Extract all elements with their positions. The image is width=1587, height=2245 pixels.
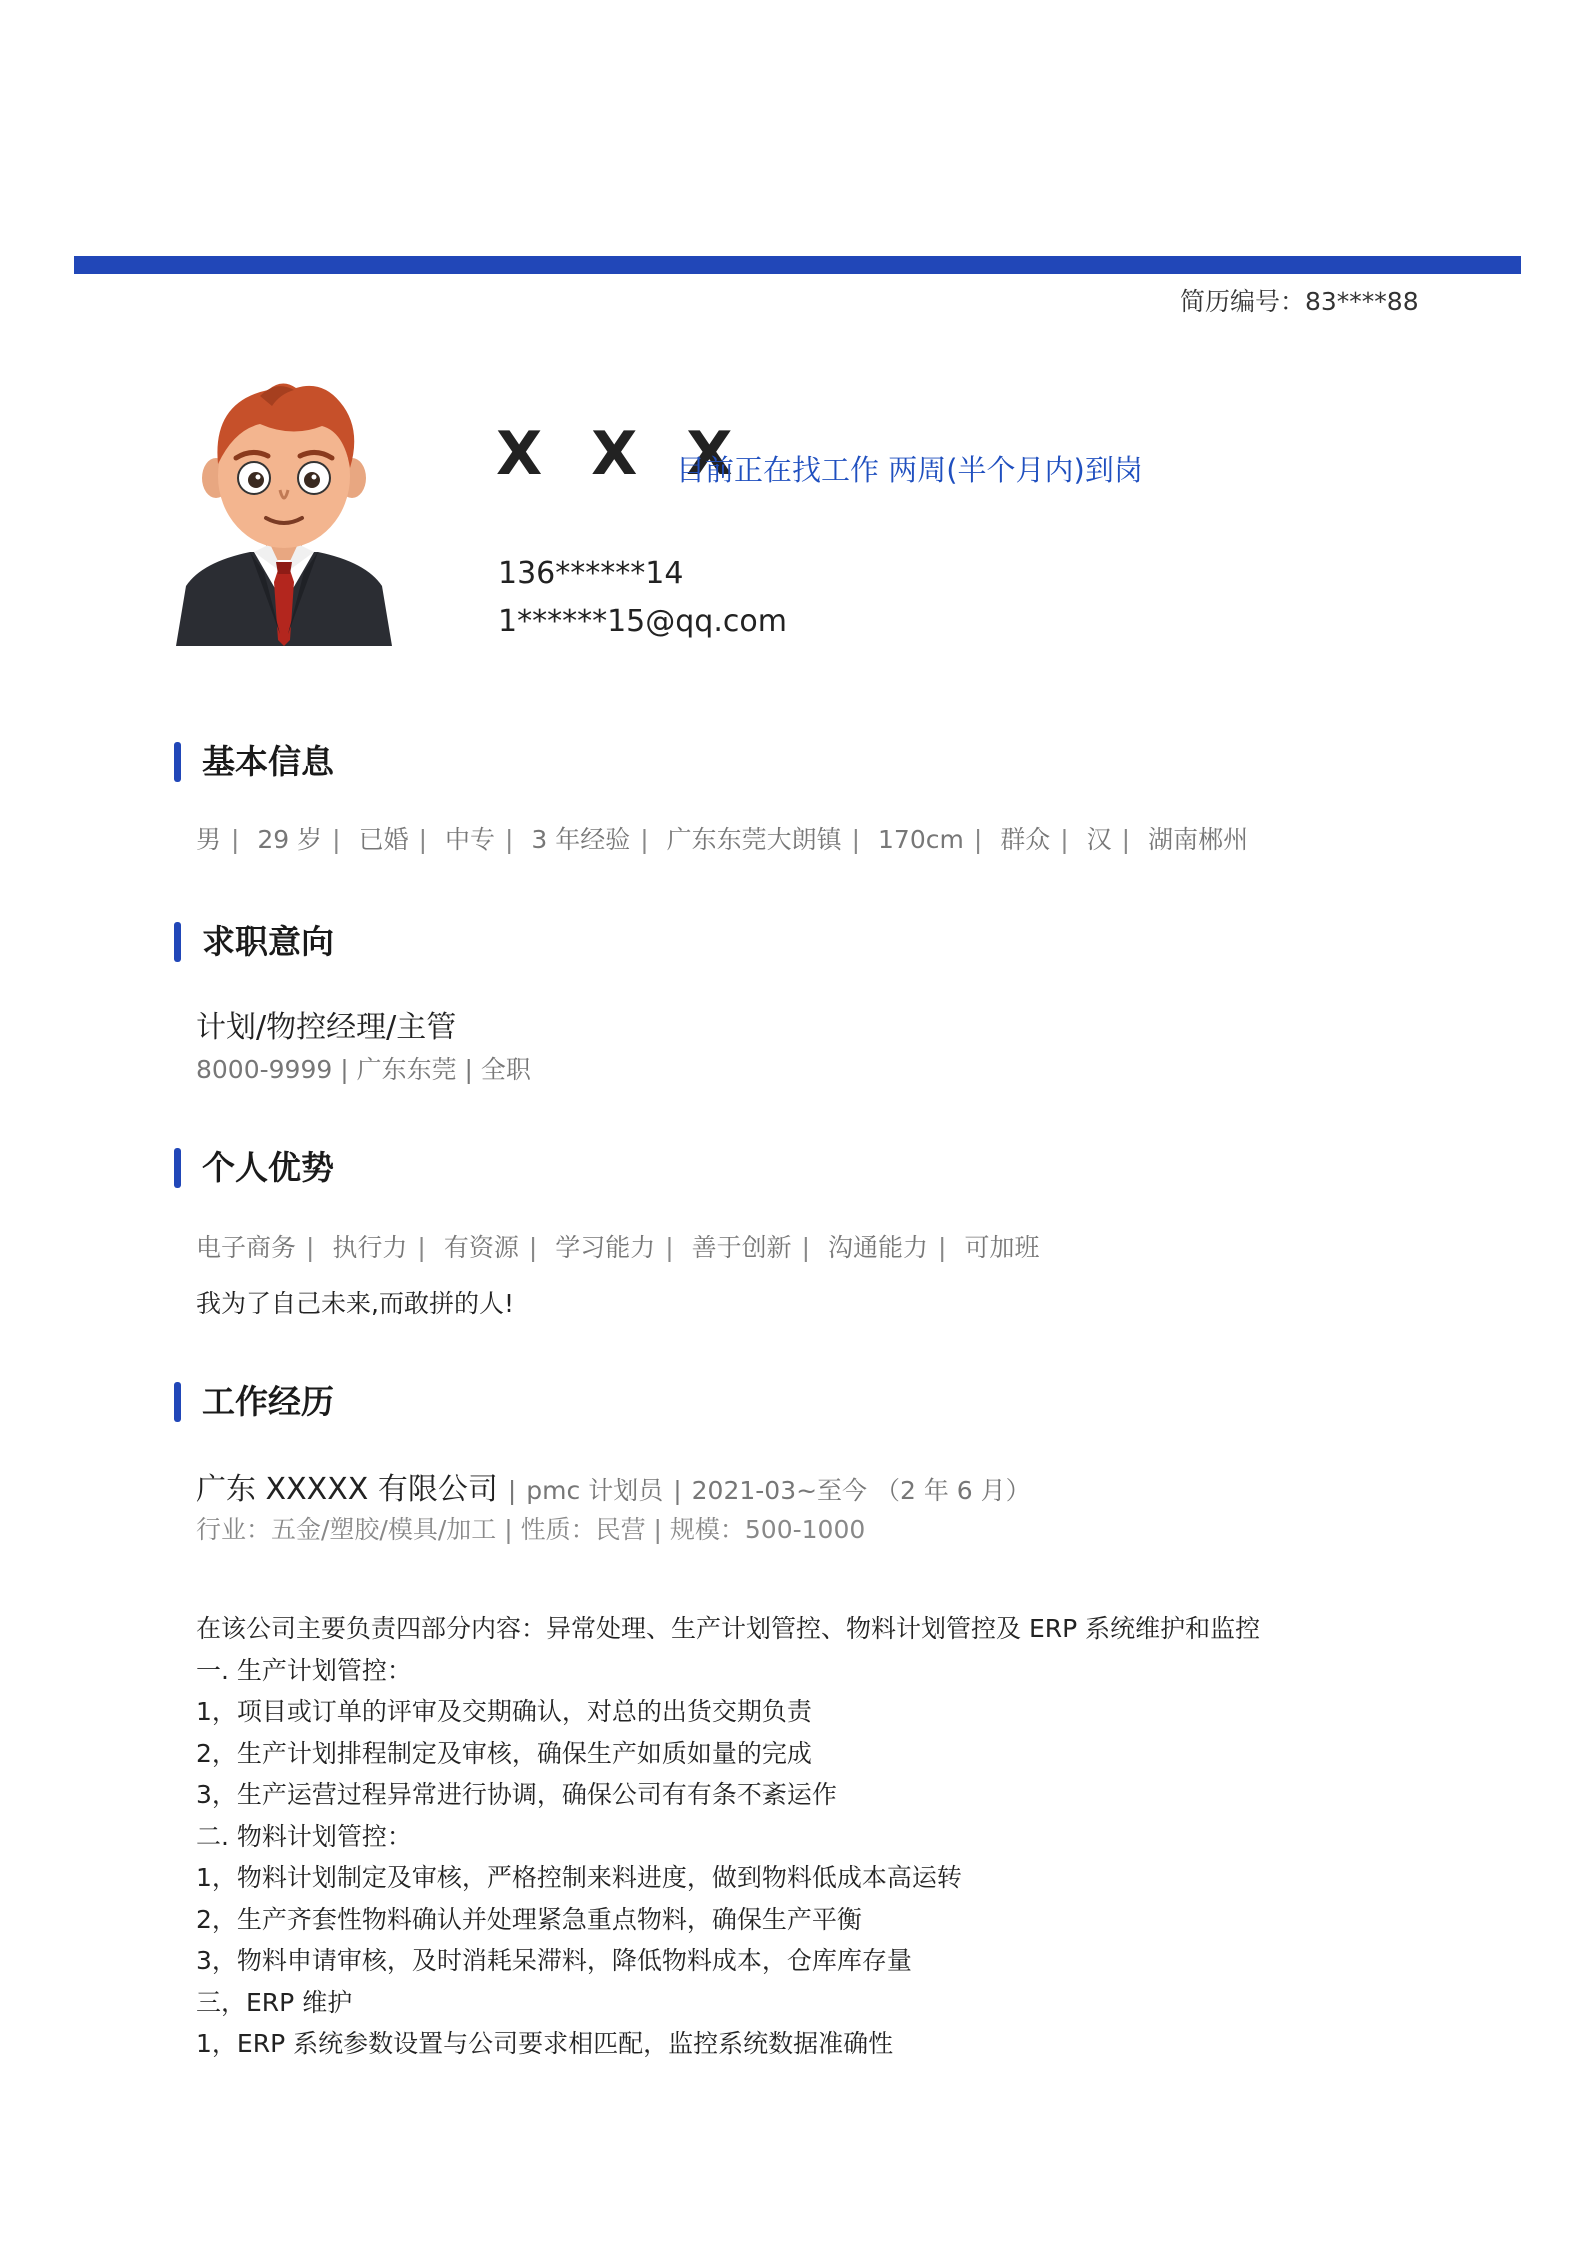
section-marker-intent [174, 922, 181, 962]
advantage-tag: 有资源 [443, 1233, 519, 1262]
separator: | [1121, 825, 1131, 854]
basic-info-item: 170cm [878, 825, 964, 854]
email-address: 1******15@qq.com [498, 604, 787, 639]
separator: | [640, 825, 649, 854]
resume-id: 简历编号：83****88 [1180, 287, 1419, 316]
advantage-tag: 沟通能力 [828, 1233, 929, 1262]
separator: | [665, 1233, 674, 1262]
job-search-status: 目前正在找工作 两周(半个月内)到岗 [676, 453, 1143, 487]
intent-position: 计划/物控经理/主管 [196, 1010, 457, 1045]
description-line: 2，生产计划排程制定及审核，确保生产如质如量的完成 [196, 1738, 812, 1768]
description-line: 1，ERP 系统参数设置与公司要求相匹配，监控系统数据准确性 [196, 2029, 894, 2058]
advantage-tag: 执行力 [332, 1233, 408, 1262]
section-marker-basic [174, 742, 181, 782]
job-period: 2021-03~至今 （2 年 6 月） [691, 1476, 1031, 1505]
basic-info-row [196, 820, 1248, 856]
advantage-tags [196, 1228, 1039, 1264]
candidate-name: X X X [496, 419, 747, 489]
basic-info-item: 男 [196, 825, 222, 854]
separator: | [1060, 825, 1069, 854]
intent-details: 8000-9999 | 广东东莞 | 全职 [196, 1055, 531, 1084]
basic-info-item: 群众 [1000, 825, 1051, 854]
description-line: 1，项目或订单的评审及交期确认，对总的出货交期负责 [196, 1697, 812, 1726]
advantage-tag: 善于创新 [691, 1233, 792, 1262]
separator: | [801, 1233, 811, 1262]
separator: | [851, 825, 861, 854]
job-role: pmc 计划员 [526, 1476, 664, 1505]
advantage-tag: 学习能力 [555, 1233, 656, 1262]
basic-info-item: 汉 [1086, 825, 1112, 854]
basic-info-item: 广东东莞大朗镇 [666, 825, 842, 854]
basic-info-item: 已婚 [358, 825, 409, 854]
company-meta: 行业：五金/塑胶/模具/加工 | 性质：民营 | 规模：500-1000 [196, 1515, 866, 1544]
section-title-basic: 基本信息 [202, 742, 334, 781]
section-marker-work [174, 1382, 181, 1422]
description-line: 一. 生产计划管控： [196, 1655, 412, 1685]
separator: | [418, 825, 428, 854]
separator: | [231, 825, 240, 854]
description-line: 1，物料计划制定及审核，严格控制来料进度，做到物料低成本高运转 [196, 1863, 962, 1892]
section-title-advantages: 个人优势 [202, 1148, 334, 1187]
separator: | [938, 1233, 947, 1262]
description-line: 3，物料申请审核，及时消耗呆滞料，降低物料成本，仓库库存量 [196, 1946, 912, 1975]
company-name: 广东 XXXXX 有限公司 [196, 1472, 498, 1507]
avatar [172, 372, 396, 646]
section-marker-advantages [174, 1148, 181, 1188]
job-description [196, 1608, 1476, 2065]
separator: | [306, 1233, 315, 1262]
description-line: 在该公司主要负责四部分内容：异常处理、生产计划管控、物料计划管控及 ERP 系统维护和监控 [196, 1614, 1261, 1643]
separator: | [973, 825, 983, 854]
job-heading [196, 1464, 1031, 1508]
personal-slogan: 我为了自己未来,而敢拼的人! [196, 1289, 514, 1318]
advantage-tag: 电子商务 [196, 1233, 297, 1262]
section-title-work: 工作经历 [202, 1382, 334, 1421]
section-title-intent: 求职意向 [202, 922, 334, 961]
separator: | [673, 1476, 682, 1505]
separator: | [417, 1233, 426, 1262]
separator: | [528, 1233, 538, 1262]
basic-info-item: 湖南郴州 [1148, 825, 1249, 854]
separator: | [332, 825, 341, 854]
basic-info-item: 3 年经验 [531, 825, 631, 854]
separator: | [507, 1476, 517, 1505]
description-line: 三，ERP 维护 [196, 1987, 353, 2017]
description-line: 二. 物料计划管控： [196, 1821, 412, 1851]
advantage-tag: 可加班 [964, 1233, 1040, 1262]
description-line: 2，生产齐套性物料确认并处理紧急重点物料，确保生产平衡 [196, 1904, 862, 1934]
separator: | [504, 825, 514, 854]
phone-number: 136******14 [498, 556, 684, 591]
header-accent-bar [74, 256, 1521, 274]
basic-info-item: 中专 [444, 825, 495, 854]
basic-info-item: 29 岁 [257, 825, 323, 854]
description-line: 3，生产运营过程异常进行协调，确保公司有有条不紊运作 [196, 1780, 837, 1809]
